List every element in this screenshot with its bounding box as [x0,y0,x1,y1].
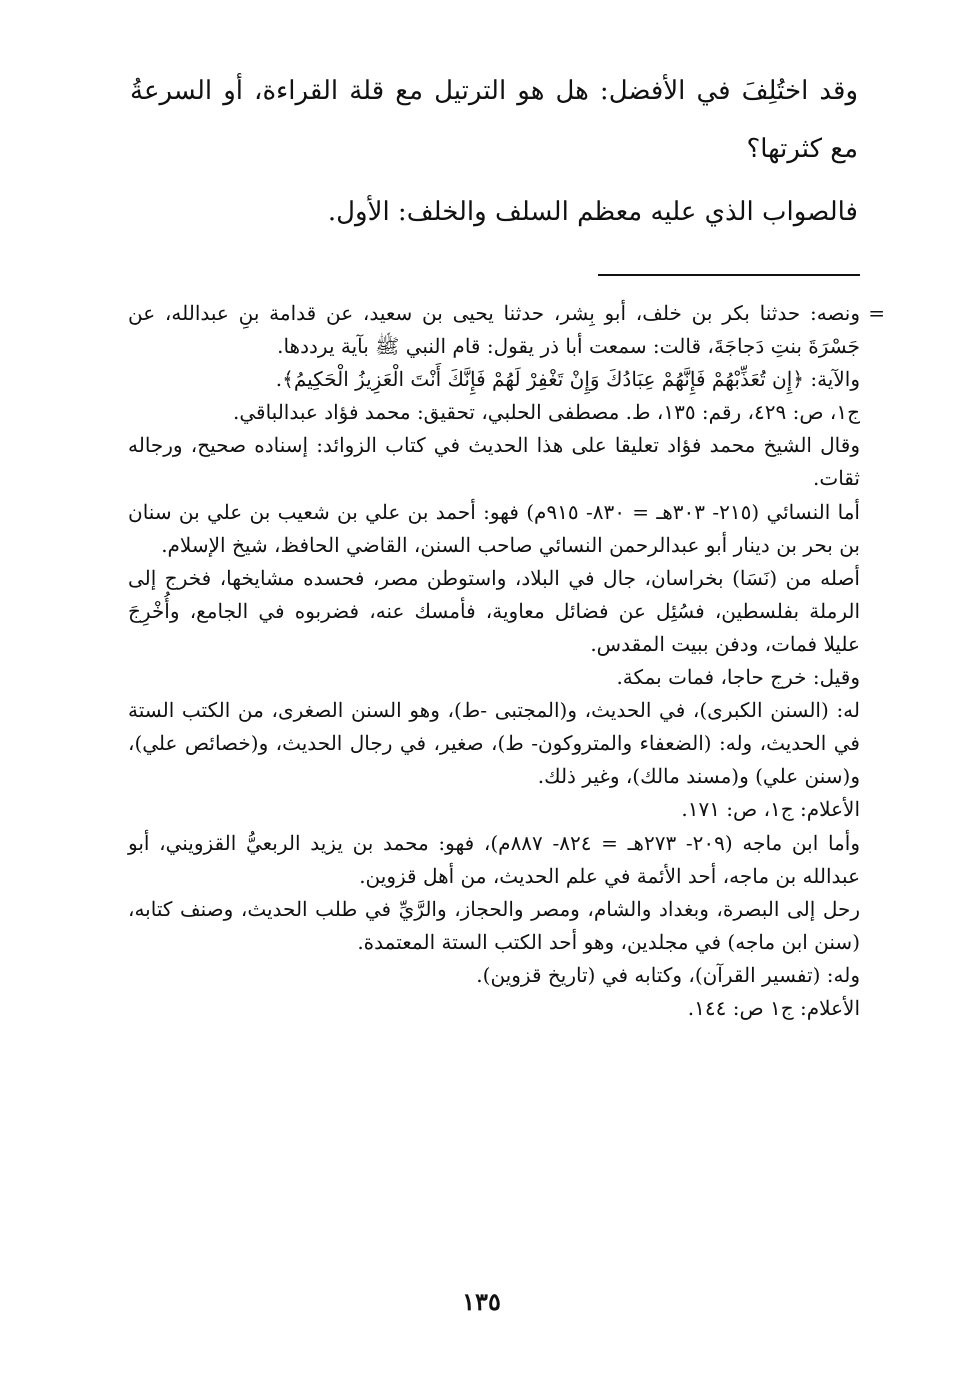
main-text-line: وقد اختُلِفَ في الأفضل: هل هو الترتيل مع قلة القراءة، أو السرعةُ مع كثرتها؟ [130,76,858,164]
footnote-paragraph-10: وأما ابن ماجه (٢٠٩- ٢٧٣هـ = ٨٢٤- ٨٨٧م)، فهو: محمد بن يزيد الربعيُّ القزويني، أبو عبدالله بن ماجه، أحد الأئمة في علم الحديث، من أهل قزوين. [128,830,860,888]
main-text-paragraph-1 [130,62,858,178]
footnote-paragraph-2: والآية: ﴿إِن تُعَذِّبْهُمْ فَإِنَّهُمْ عِبَادُكَ وَإِنْ تَغْفِرْ لَهُمْ فَإِنَّكَ أَنْتَ الْعَزِيزُ الْحَكِيمُ﴾. [275,367,860,392]
footnote-paragraph-1 [128,297,885,363]
footnote-paragraph-4: وقال الشيخ محمد فؤاد تعليقا على هذا الحديث في كتاب الزوائد: إسناده صحيح، ورجاله ثقات. [128,433,860,491]
footnote-paragraph-5: أما النسائي (٢١٥- ٣٠٣هـ = ٨٣٠- ٩١٥م) فهو: أحمد بن علي بن شعيب بن علي بن سنان بن بحر بن دينار أبو عبدالرحمن النسائي صاحب السنن، القاضي الحافظ، شيخ الإسلام. [128,499,860,557]
footnote-paragraph-3: ج١، ص: ٤٢٩، رقم: ١٣٥، ط. مصطفى الحلبي، تحقيق: محمد فؤاد عبدالباقي. [233,400,860,425]
main-text-line: فالصواب الذي عليه معظم السلف والخلف: الأول. [327,197,858,227]
continuation-marker: = [868,301,885,325]
footnote-text: ونصه: حدثنا بكر بن خلف، أبو بِشر، حدثنا يحيى بن سعيد، عن قدامة بنِ عبدالله، عن جَسْرَةَ بنتِ دَجاجَةَ، قالت: سمعت أبا ذر يقول: قام النبي ﷺ بآية يرددها. [128,301,860,359]
footnote-paragraph-9: الأعلام: ج١، ص: ١٧١. [681,797,860,822]
page-number: ١٣٥ [462,1287,501,1316]
footnote-separator [598,274,860,276]
footnote-paragraph-7: وقيل: خرج حاجا، فمات بمكة. [616,665,860,690]
footnote-paragraph-13: الأعلام: ج١ ص: ١٤٤. [687,995,860,1020]
footnote-paragraph-12: وله: (تفسير القرآن)، وكتابه في (تاريخ قزوين). [476,962,860,987]
footnotes [128,297,885,1025]
main-text-paragraph-2 [130,192,858,232]
footnote-paragraph-6: أصله من (نَسَا) بخراسان، جال في البلاد، واستوطن مصر، فحسده مشايخها، فخرج إلى الرملة بفلسطين، فسُئِل عن فضائل معاوية، فأمسك عنه، فضربوه في الجامع، وأُخْرِجَ عليلا فمات، ودفن ببيت المقدس. [128,565,860,656]
footnote-paragraph-8: له: (السنن الكبرى)، في الحديث، و(المجتبى -ط)، وهو السنن الصغرى، من الكتب الستة في الحديث، وله: (الضعفاء والمتروكون- ط)، صغير، في رجال الحديث، و(خصائص علي)، و(سنن علي) و(مسند مالك)، وغير ذلك. [128,698,860,789]
footnote-paragraph-11: رحل إلى البصرة، وبغداد والشام، ومصر والحجاز، والرَّيِّ في طلب الحديث، وصنف كتابه، (سنن ابن ماجه) في مجلدين، وهو أحد الكتب الستة المعتمدة. [128,896,860,954]
